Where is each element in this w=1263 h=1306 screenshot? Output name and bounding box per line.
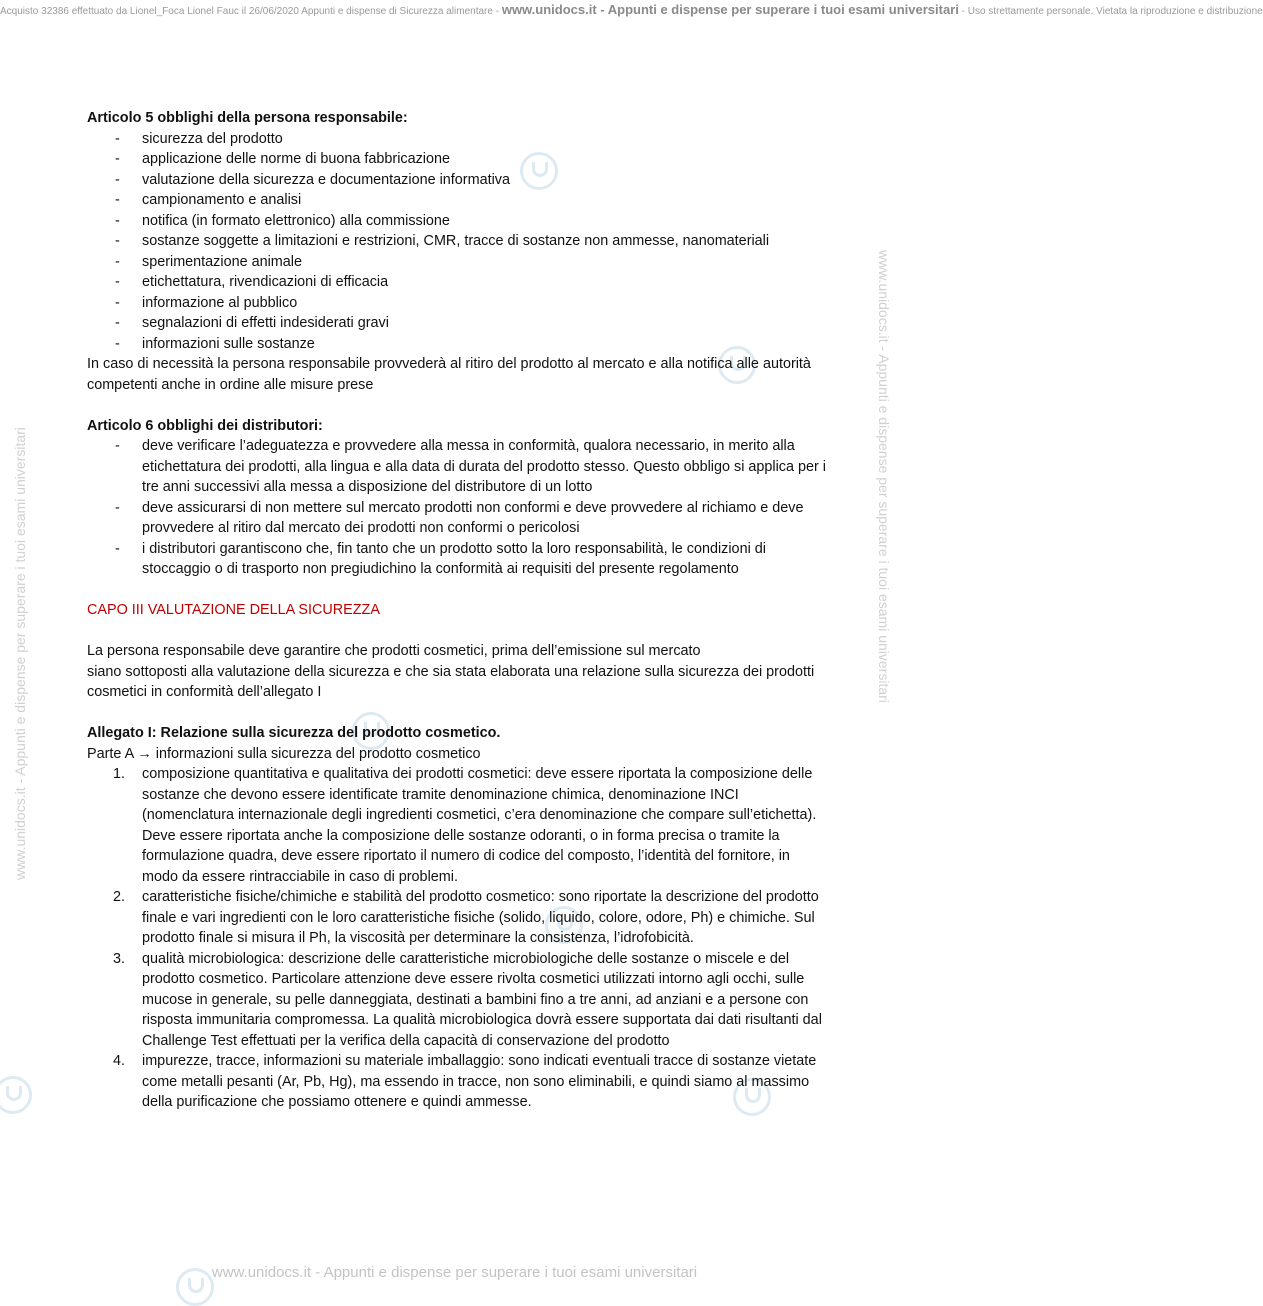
watermark-logo-icon xyxy=(0,1076,32,1114)
document-body xyxy=(87,108,827,1113)
page-header xyxy=(0,2,1263,18)
allegato-heading: Allegato I: Relazione sulla sicurezza del prodotto cosmetico. xyxy=(87,725,501,741)
parte-a-list xyxy=(87,764,827,1113)
item-text: composizione quantitativa e qualitativa dei prodotti cosmetici: deve essere riportata la composizione delle sostanze che devono essere identificate tramite denominazione chimica, denominazione INCI (nomenclatura internazionale degli ingredienti cosmetici, c’era denominazione che compare sull’etichetta). Deve essere riportata anche la composizione delle sostanze odoranti, o in forma precisa o tramite la formulazione quadra, deve essere riportato il numero di codice del composto, l’identità del fornitore, in modo da essere rintracciabile in caso di problemi. xyxy=(142,766,817,885)
list-item xyxy=(87,1051,827,1113)
item-text: impurezze, tracce, informazioni su materiale imballaggio: sono indicati eventuali tracce di sostanze vietate come metalli pesanti (Ar, Pb, Hg), ma essendo in tracce, non sono eliminabili, e quindi siamo al massimo della purificazione che possiamo ottenere e quindi ammesse. xyxy=(142,1053,817,1110)
list-item xyxy=(87,764,827,887)
page-footer: www.unidocs.it - Appunti e dispense per superare i tuoi esami universitari xyxy=(211,1264,698,1281)
capo-line-1: La persona responsabile deve garantire che prodotti cosmetici, prima dell’emissione sul mercato xyxy=(87,643,701,659)
art6-list xyxy=(87,436,827,580)
list-item: - deve verificare l’adeguatezza e provvedere alla messa in conformità, qualora necessario, in merito alla etichettatura dei prodotti, alla lingua e alla data di durata del prodotto stesso. Questo obbligo si applica per i tre anni successivi alla messa a disposizione del distributore di un lotto xyxy=(87,436,827,498)
item-text: qualità microbiologica: descrizione delle caratteristiche microbiologiche delle sostanze o miscele e del prodotto cosmetico. Particolare attenzione deve essere rivolta cosmetici utilizzati intorno agli occhi, sulle mucose in generale, su pelle danneggiata, destinati a bambini fino a tre anni, ad anziani e a persone con risposta immunitaria compromessa. La qualità microbiologica dovrà essere supportata dai dati risultanti dal Challenge Test effettuati per la verifica della capacità di conservazione del prodotto xyxy=(142,950,822,1049)
list-item: - deve assicurarsi di non mettere sul mercato prodotti non conformi e deve provvedere al richiamo e deve provvedere al ritiro dal mercato dei prodotti non conformi o pericolosi xyxy=(87,498,827,539)
list-item: - notifica (in formato elettronico) alla commissione xyxy=(87,211,827,232)
list-item: - informazione al pubblico xyxy=(87,293,827,314)
art6-heading: Articolo 6 obblighi dei distributori: xyxy=(87,417,323,434)
header-watermark: www.unidocs.it - Appunti e dispense per superare i tuoi esami universitari xyxy=(501,2,959,17)
art5-note: In caso di necessità la persona responsabile provvederà al ritiro del prodotto al mercato e alla notifica alle autorità competenti anche in ordine alle misure prese xyxy=(87,356,811,393)
list-item: - i distributori garantiscono che, fin tanto che un prodotto sotto la loro responsabilità, le condizioni di stoccaggio o di trasporto non pregiudichino la conformità ai requisiti del presente regolamento xyxy=(87,539,827,580)
item-number: 4. xyxy=(113,1053,126,1069)
parte-a-heading: Parte A → informazioni sulla sicurezza del prodotto cosmetico xyxy=(87,745,481,762)
item-text: caratteristiche fisiche/chimiche e stabilità del prodotto cosmetico: sono riportate la descrizione del prodotto finale e vari ingredienti con le loro caratteristiche fisiche (solido, liquido, colore, odore, Ph) e chimiche. Sul prodotto finale si misura il Ph, la viscosità per determinare la consistenza, l’idrofobicità. xyxy=(142,889,819,946)
right-side-watermark: www.unidocs.it - Appunti e dispense per superare i tuoi esami universitari xyxy=(876,250,892,703)
header-suffix: - Uso strettamente personale. Vietata la riproduzione e distribuzione xyxy=(958,6,1263,17)
list-item xyxy=(87,887,827,949)
item-number: 3. xyxy=(113,950,126,967)
list-item: - applicazione delle norme di buona fabbricazione xyxy=(87,149,827,170)
art5-heading: Articolo 5 obblighi della persona responsabile: xyxy=(87,110,408,126)
list-item: - informazioni sulle sostanze xyxy=(87,334,827,355)
list-item: - valutazione della sicurezza e documentazione informativa xyxy=(87,170,827,191)
list-item: - segnalazioni di effetti indesiderati gravi xyxy=(87,313,827,334)
list-item: - etichettatura, rivendicazioni di efficacia xyxy=(87,272,827,293)
list-item xyxy=(87,949,827,1052)
list-item: - sicurezza del prodotto xyxy=(87,129,827,150)
list-item: - campionamento e analisi xyxy=(87,190,827,211)
list-item: - sperimentazione animale xyxy=(87,252,827,273)
left-side-watermark: www.unidocs.it - Appunti e dispense per superare i tuoi esami universitari xyxy=(12,427,28,880)
capo-line-2: siano sottoposti alla valutazione della sicurezza e che sia stata elaborata una relazione sulla sicurezza dei prodotti cosmetici in conformità dell’allegato I xyxy=(87,663,815,700)
item-number: 2. xyxy=(113,889,126,905)
list-item: - sostanze soggette a limitazioni e restrizioni, CMR, tracce di sostanze non ammesse, nanomateriali xyxy=(87,231,827,252)
capo-heading: CAPO III VALUTAZIONE DELLA SICUREZZA xyxy=(87,602,380,618)
art5-list xyxy=(87,129,827,355)
header-prefix: Acquisto 32386 effettuato da Lionel_Foca Lionel Fauc il 26/06/2020 Appunti e dispense di Sicurezza alimentare - xyxy=(0,6,502,17)
item-number: 1. xyxy=(113,766,126,782)
